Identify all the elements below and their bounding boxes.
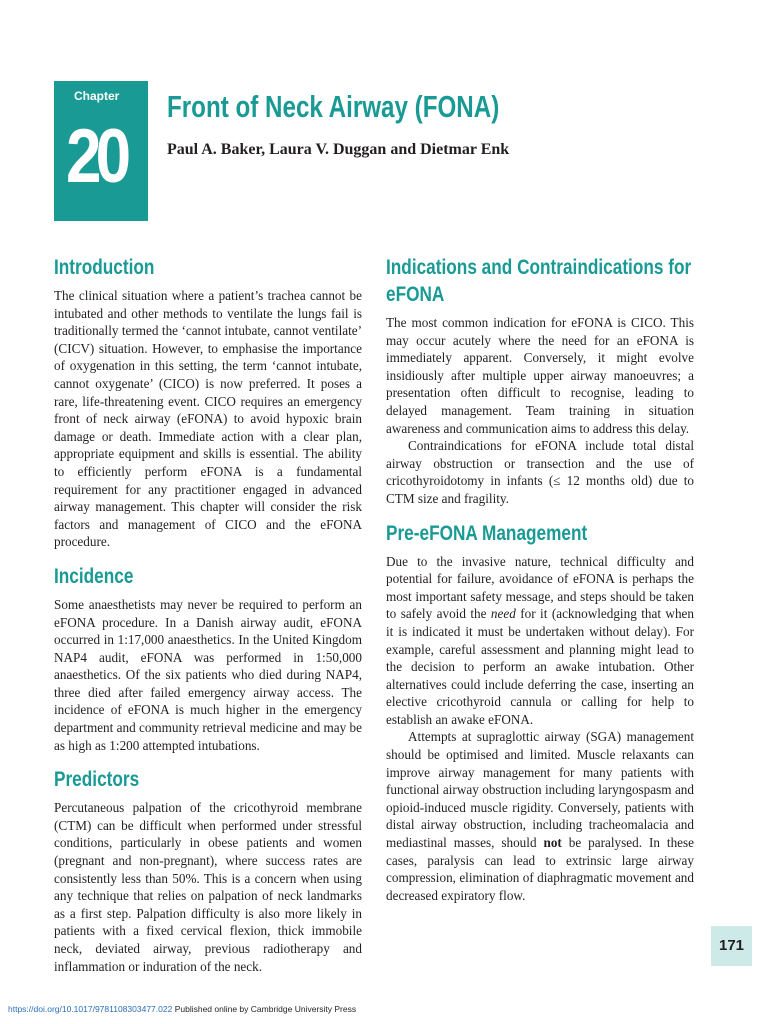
introduction-text: The clinical situation where a patient’s trachea cannot be intubated and other methods to ventilate the lungs fail is traditionally termed the ‘cannot intubate, cannot ventilate’ (CICV) situation. However, to emphasise the importance of oxygenation in this setting, the term ‘cannot intubate, cannot oxygenate’ (CICO) is now preferred. It poses a rare, life-threatening event. CICO requires an emergency front of neck airway (eFONA) to avoid hypoxic brain damage or death. Immediate action with a clear plan, appropriate equipment and skills is essential. The ability to efficiently perform eFONA is a fundamental requirement for any practitioner engaged in advanced airway management. This chapter will consider the risk factors and management of CICO and the eFONA procedure. xyxy=(54,288,362,550)
footer-published: Published online by Cambridge University Press xyxy=(172,1004,357,1014)
chapter-number: 20 xyxy=(66,114,126,199)
footer xyxy=(8,1004,356,1014)
pre-efona-p1-end: for it (acknowledging that when it is indicated it must be undertaken without delay). For example, careful assessment and planning might lead to the decision to perform an awake intubation. Other alternatives could include deferring the case, inserting an elective cricothyroid cannula or calling for help to establish an awake eFONA. xyxy=(386,606,694,727)
indications-section xyxy=(386,254,694,508)
indications-heading: Indications and Contraindications for eFONA xyxy=(386,256,692,306)
chapter-title: Front of Neck Airway (FONA) xyxy=(167,89,500,124)
incidence-text: Some anaesthetists may never be required to perform an eFONA procedure. In a Danish airway audit, eFONA occurred in 1:17,000 anaesthetics. In the United Kingdom NAP4 audit, eFONA was performed in 1:50,000 anaesthetics. Of the six patients who died during NAP4, three died after failed emergency airway access. The incidence of eFONA is much higher in the emergency department and community retrieval medicine and may be as high as 1:200 attempted intubations. xyxy=(54,596,362,753)
left-column xyxy=(54,254,362,987)
introduction-heading: Introduction xyxy=(54,256,155,279)
incidence-section xyxy=(54,563,362,754)
chapter-badge xyxy=(54,81,148,221)
pre-efona-section xyxy=(386,520,694,905)
chapter-authors: Paul A. Baker, Laura V. Duggan and Dietmar Enk xyxy=(167,141,510,158)
pre-efona-paragraph-1 xyxy=(386,553,694,729)
indications-paragraph-1: The most common indication for eFONA is CICO. This may occur acutely where the need for an eFONA is immediately apparent. Conversely, it might evolve insidiously after multiple upper airway manoeuvres; a presentation often difficult to recognise, leading to delayed management. Team training in situation awareness and communication aims to address this delay. xyxy=(386,315,694,436)
page-number: 171 xyxy=(711,926,752,966)
pre-efona-p2-start: Attempts at supraglottic airway (SGA) management should be optimised and limited. Muscle relaxants can improve airway management for many patients with functional airway obstruction including laryngospasm and opioid-induced muscle rigidity. Conversely, patients with distal airway obstruction, including tracheomalacia and mediastinal masses, should xyxy=(386,729,694,851)
chapter-label: Chapter xyxy=(74,89,120,103)
pre-efona-need-emphasis: need xyxy=(490,606,516,622)
right-column xyxy=(386,254,694,916)
pre-efona-not-emphasis: not xyxy=(543,835,562,851)
introduction-section xyxy=(54,254,362,551)
pre-efona-p2-end: be paralysed. In these cases, paralysis can lead to extrinsic large airway compression, elimination of diaphragmatic movement and decreased expiratory flow. xyxy=(386,835,695,903)
pre-efona-p1-start: Due to the invasive nature, technical difficulty and potential for failure, avoidance of eFONA is perhaps the most important safety message, and steps should be taken to safely avoid the xyxy=(386,553,694,622)
predictors-heading: Predictors xyxy=(54,768,140,792)
doi-link[interactable]: https://doi.org/10.1017/9781108303477.022 xyxy=(8,1004,173,1014)
predictors-section xyxy=(54,766,362,975)
pre-efona-heading: Pre-eFONA Management xyxy=(386,521,588,545)
predictors-text: Percutaneous palpation of the cricothyroid membrane (CTM) can be difficult when performed under stressful conditions, particularly in obese patients and women (pregnant and non-pregnant), where success rates are consistently less than 50%. This is a concern when using any technique that relies on palpation of neck landmarks as a first step. Palpation difficulty is also more likely in patients with a fixed cervical flexion, thick immobile neck, deviated airway, previous radiotherapy and inflammation or induration of the neck. xyxy=(54,800,362,974)
indications-paragraph-2: Contraindications for eFONA include total distal airway obstruction or transection and the use of cricothyroidotomy in infants (≤ 12 months old) due to CTM size and fragility. xyxy=(386,438,694,506)
incidence-heading: Incidence xyxy=(54,564,134,588)
pre-efona-paragraph-2 xyxy=(386,728,694,904)
